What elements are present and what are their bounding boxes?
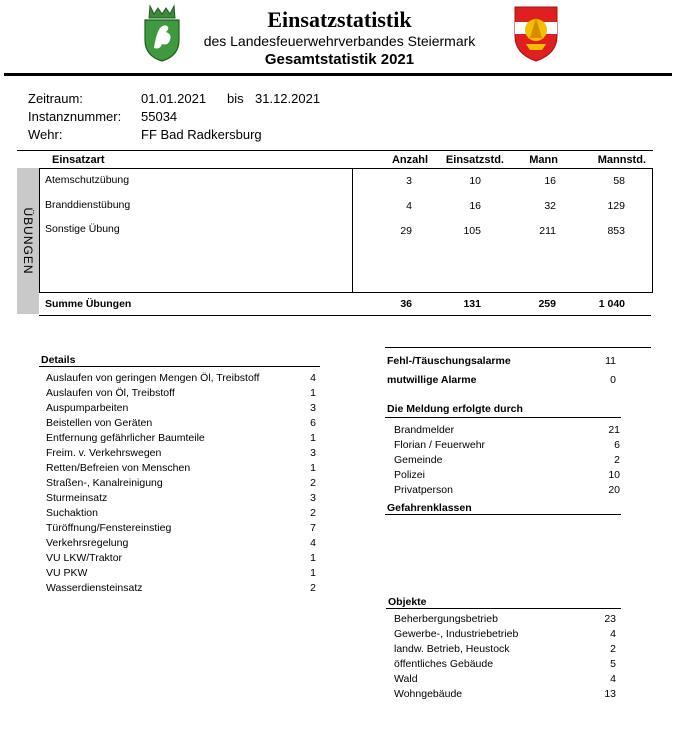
list-item-label: VU LKW/Traktor [46,552,123,564]
list-item-value: 4 [610,628,616,640]
col-header-anzahl: Anzahl [391,154,428,166]
mutwillige-alarme-value: 0 [610,374,616,386]
table-row-std: 105 [463,225,481,237]
col-header-einsatzart: Einsatzart [52,154,105,166]
list-item-value: 23 [604,613,616,625]
meldung-title: Die Meldung erfolgte durch [387,403,523,415]
list-item-label: Auspumparbeiten [46,402,129,414]
fehlalarme-label: Fehl-/Täuschungsalarme [387,355,511,367]
meldung-title-rule [385,417,621,418]
list-item-label: Auslaufen von geringen Mengen Öl, Treibstoff [46,372,260,384]
zeitraum-to: 31.12.2021 [255,91,321,106]
gefahrenklassen-rule [385,514,621,515]
table-row-std: 10 [469,175,481,187]
zeitraum-bis: bis [227,91,244,106]
zeitraum-label: Zeitraum: [28,91,83,106]
list-item-value: 4 [610,673,616,685]
list-item-label: Beherbergungsbetrieb [394,613,498,625]
table-row-mann: 16 [544,175,556,187]
list-item-label: VU PKW [46,567,88,579]
uebungen-side-label [17,168,39,314]
instanz-label: Instanznummer: [28,109,122,124]
list-item-value: 2 [610,643,616,655]
gefahrenklassen-title: Gefahrenklassen [387,502,472,514]
wehr-value: FF Bad Radkersburg [141,127,262,142]
list-item-label: Sturmeinsatz [46,492,108,504]
list-item-label: Wald [394,673,418,685]
list-item-value: 1 [310,552,316,564]
list-item-value: 6 [310,417,316,429]
sum-row-mann: 259 [538,298,556,310]
report-subtitle-year: Gesamtstatistik 2021 [264,51,415,68]
list-item-label: Beistellen von Geräten [46,417,153,429]
list-item-label: Polizei [394,469,425,481]
list-item-label: öffentliches Gebäude [394,658,494,670]
list-item-label: Gemeinde [394,454,443,466]
list-item-label: Straßen-, Kanalreinigung [46,477,163,489]
list-item-label: Wasserdiensteinsatz [46,582,143,594]
list-item-label: Freim. v. Verkehrswegen [46,447,162,459]
list-item-label: Brandmelder [394,424,455,436]
table-row-std: 16 [469,200,481,212]
list-item-label: Türöffnung/Fenstereinstieg [46,522,172,534]
col-header-einsatzstd: Einsatzstd. [445,154,504,166]
sum-row-name: Summe Übungen [45,298,132,310]
table-row-name: Sonstige Übung [45,223,120,235]
details-title: Details [41,354,76,366]
col-header-mannstd: Mannstd. [597,154,646,166]
uebungen-side-text: ÜBUNGEN [21,207,35,275]
list-item-value: 5 [610,658,616,670]
list-item-value: 2 [310,507,316,519]
table-row-anzahl: 4 [406,200,412,212]
list-item-value: 3 [310,447,316,459]
section-rule [385,347,651,348]
uebungen-bottom-rule [39,315,651,316]
list-item-label: Verkehrsregelung [46,537,129,549]
list-item-value: 6 [614,439,620,451]
list-item-label: Wohngebäude [394,688,463,700]
list-item-label: Auslaufen von Öl, Treibstoff [46,387,175,399]
list-item-value: 2 [614,454,620,466]
list-item-value: 10 [608,469,620,481]
list-item-value: 2 [310,477,316,489]
instanz-value: 55034 [141,109,178,124]
list-item-value: 1 [310,462,316,474]
list-item-value: 7 [310,522,316,534]
table-row-anzahl: 29 [400,225,412,237]
list-item-label: Privatperson [394,484,453,496]
list-item-value: 3 [310,492,316,504]
table-row-mannstd: 58 [613,175,625,187]
table-row-mannstd: 853 [607,225,625,237]
zeitraum-from: 01.01.2021 [141,91,207,106]
list-item-label: Entfernung gefährlicher Baumteile [46,432,205,444]
header-rule [4,73,672,76]
table-row-mannstd: 129 [607,200,625,212]
list-item-value: 1 [310,567,316,579]
uebungen-top-rule [17,150,653,151]
fehlalarme-value: 11 [605,355,616,367]
table-row-name: Branddienstübung [45,199,131,211]
list-item-value: 2 [310,582,316,594]
sum-row-anzahl: 36 [400,298,412,310]
table-row-mann: 211 [539,225,556,237]
list-item-label: landw. Betrieb, Heustock [394,643,510,655]
table-row-anzahl: 3 [406,175,412,187]
sum-row-mannstd: 1 040 [598,298,625,310]
list-item-value: 4 [310,537,316,549]
list-item-value: 20 [608,484,620,496]
report-title: Einsatzstatistik [267,7,412,32]
list-item-label: Gewerbe-, Industriebetrieb [394,628,519,640]
list-item-label: Florian / Feuerwehr [394,439,486,451]
objekte-title-rule [386,608,621,609]
wehr-label: Wehr: [28,127,63,142]
list-item-value: 3 [310,402,316,414]
list-item-value: 21 [608,424,620,436]
list-item-label: Retten/Befreien von Menschen [46,462,191,474]
sum-row-std: 131 [463,298,481,310]
list-item-value: 13 [604,688,616,700]
list-item-value: 1 [310,432,316,444]
table-row-name: Atemschutzübung [45,174,130,186]
mutwillige-alarme-label: mutwillige Alarme [387,374,477,386]
list-item-value: 4 [310,372,316,384]
details-title-rule [39,366,320,367]
col-header-mann: Mann [529,154,558,166]
report-subtitle: des Landesfeuerwehrverbandes Steiermark [203,33,476,49]
list-item-label: Suchaktion [46,507,98,519]
uebungen-box [39,168,653,293]
uebungen-inner-divider [352,168,353,292]
objekte-title: Objekte [388,596,427,608]
table-row-mann: 32 [544,200,556,212]
list-item-value: 1 [310,387,316,399]
